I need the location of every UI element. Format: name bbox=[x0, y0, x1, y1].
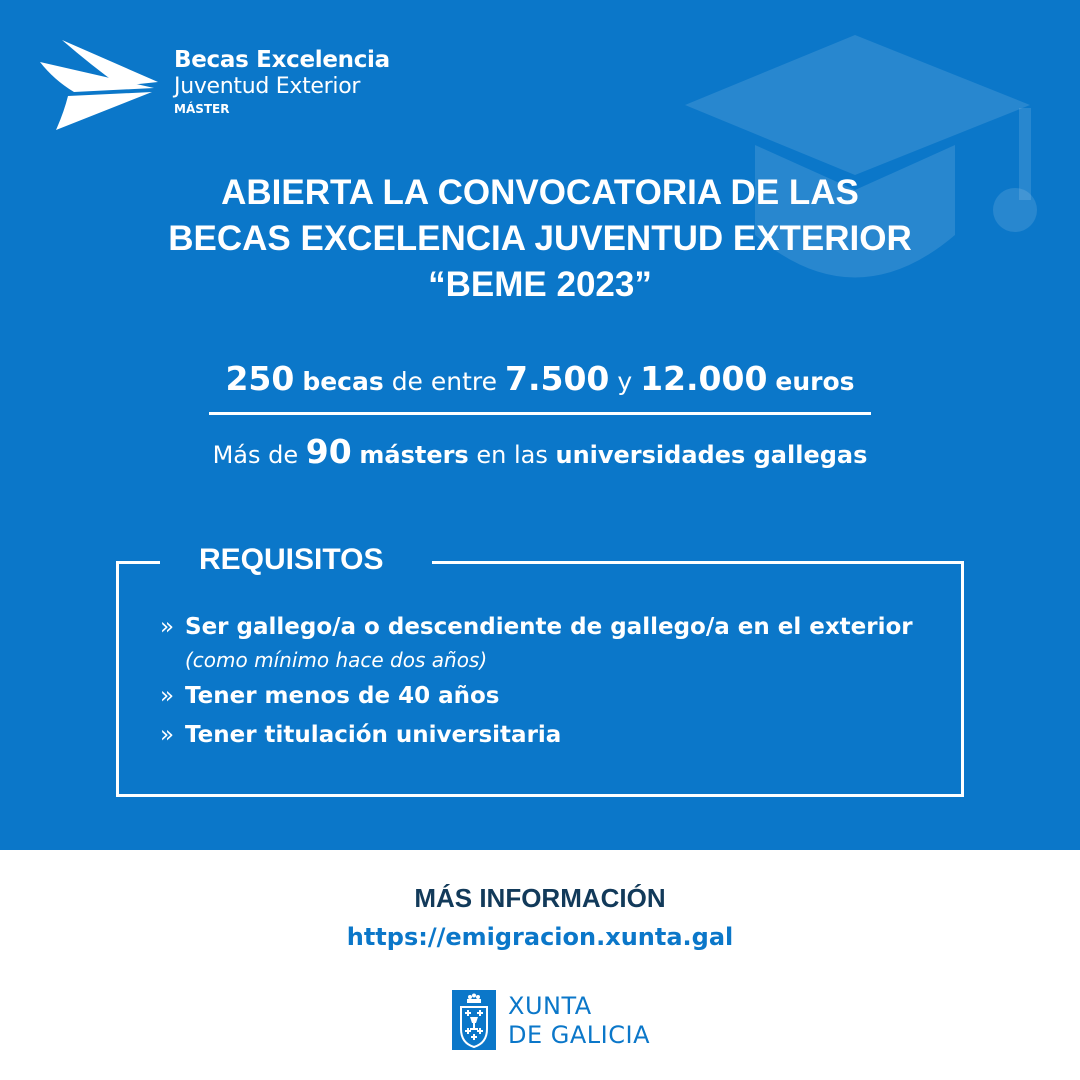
divider bbox=[209, 412, 871, 415]
brand-subtitle: Juventud Exterior bbox=[174, 74, 361, 99]
between-text: de entre bbox=[391, 367, 498, 396]
xunta-logo bbox=[452, 990, 692, 1052]
requirement-text: Ser gallego/a o descendiente de gallego/a en el exterior bbox=[185, 614, 913, 640]
masters-count: 90 bbox=[305, 432, 352, 471]
headline-line-3: “BEME 2023” bbox=[428, 265, 652, 304]
masters-middle: en las bbox=[476, 441, 548, 469]
xunta-shield-icon bbox=[452, 990, 496, 1050]
becas-count: 250 bbox=[225, 359, 295, 398]
bullet-chevron-icon: » bbox=[160, 722, 175, 748]
requirement-text: Tener menos de 40 años bbox=[185, 683, 500, 709]
requirements-list bbox=[160, 610, 950, 757]
page-title bbox=[60, 170, 1020, 308]
brand-logo bbox=[40, 40, 440, 130]
brand-level: MÁSTER bbox=[174, 102, 230, 116]
requirements-title: REQUISITOS bbox=[199, 543, 384, 576]
bullet-chevron-icon: » bbox=[160, 614, 175, 640]
headline-line-1: ABIERTA LA CONVOCATORIA DE LAS bbox=[221, 173, 859, 212]
becas-word: becas bbox=[302, 367, 384, 396]
requirement-note: (como mínimo hace dos años) bbox=[185, 648, 488, 672]
more-info-title: MÁS INFORMACIÓN bbox=[414, 883, 666, 913]
xunta-line-2: DE GALICIA bbox=[508, 1021, 650, 1049]
brand-title: Becas Excelencia bbox=[174, 47, 390, 73]
scholarship-amounts bbox=[60, 357, 1020, 404]
masters-where: universidades gallegas bbox=[555, 441, 868, 469]
min-amount: 7.500 bbox=[504, 359, 610, 398]
masters-prefix: Más de bbox=[212, 441, 299, 469]
list-item bbox=[160, 610, 950, 675]
bullet-chevron-icon: » bbox=[160, 683, 175, 709]
headline-line-2: BECAS EXCELENCIA JUVENTUD EXTERIOR bbox=[168, 219, 912, 258]
currency: euros bbox=[775, 367, 855, 396]
max-amount: 12.000 bbox=[640, 359, 768, 398]
masters-count-line bbox=[60, 430, 1020, 477]
xunta-wordmark bbox=[508, 992, 650, 1050]
masters-word: másters bbox=[359, 441, 469, 469]
more-info-link[interactable]: https://emigracion.xunta.gal bbox=[346, 923, 734, 951]
list-item bbox=[160, 718, 950, 753]
and-text: y bbox=[617, 367, 633, 396]
requirement-text: Tener titulación universitaria bbox=[185, 722, 562, 748]
xunta-line-1: XUNTA bbox=[508, 992, 592, 1020]
list-item bbox=[160, 679, 950, 714]
bird-arrow-logo-icon bbox=[40, 40, 158, 130]
brand-wordmark bbox=[174, 46, 390, 118]
